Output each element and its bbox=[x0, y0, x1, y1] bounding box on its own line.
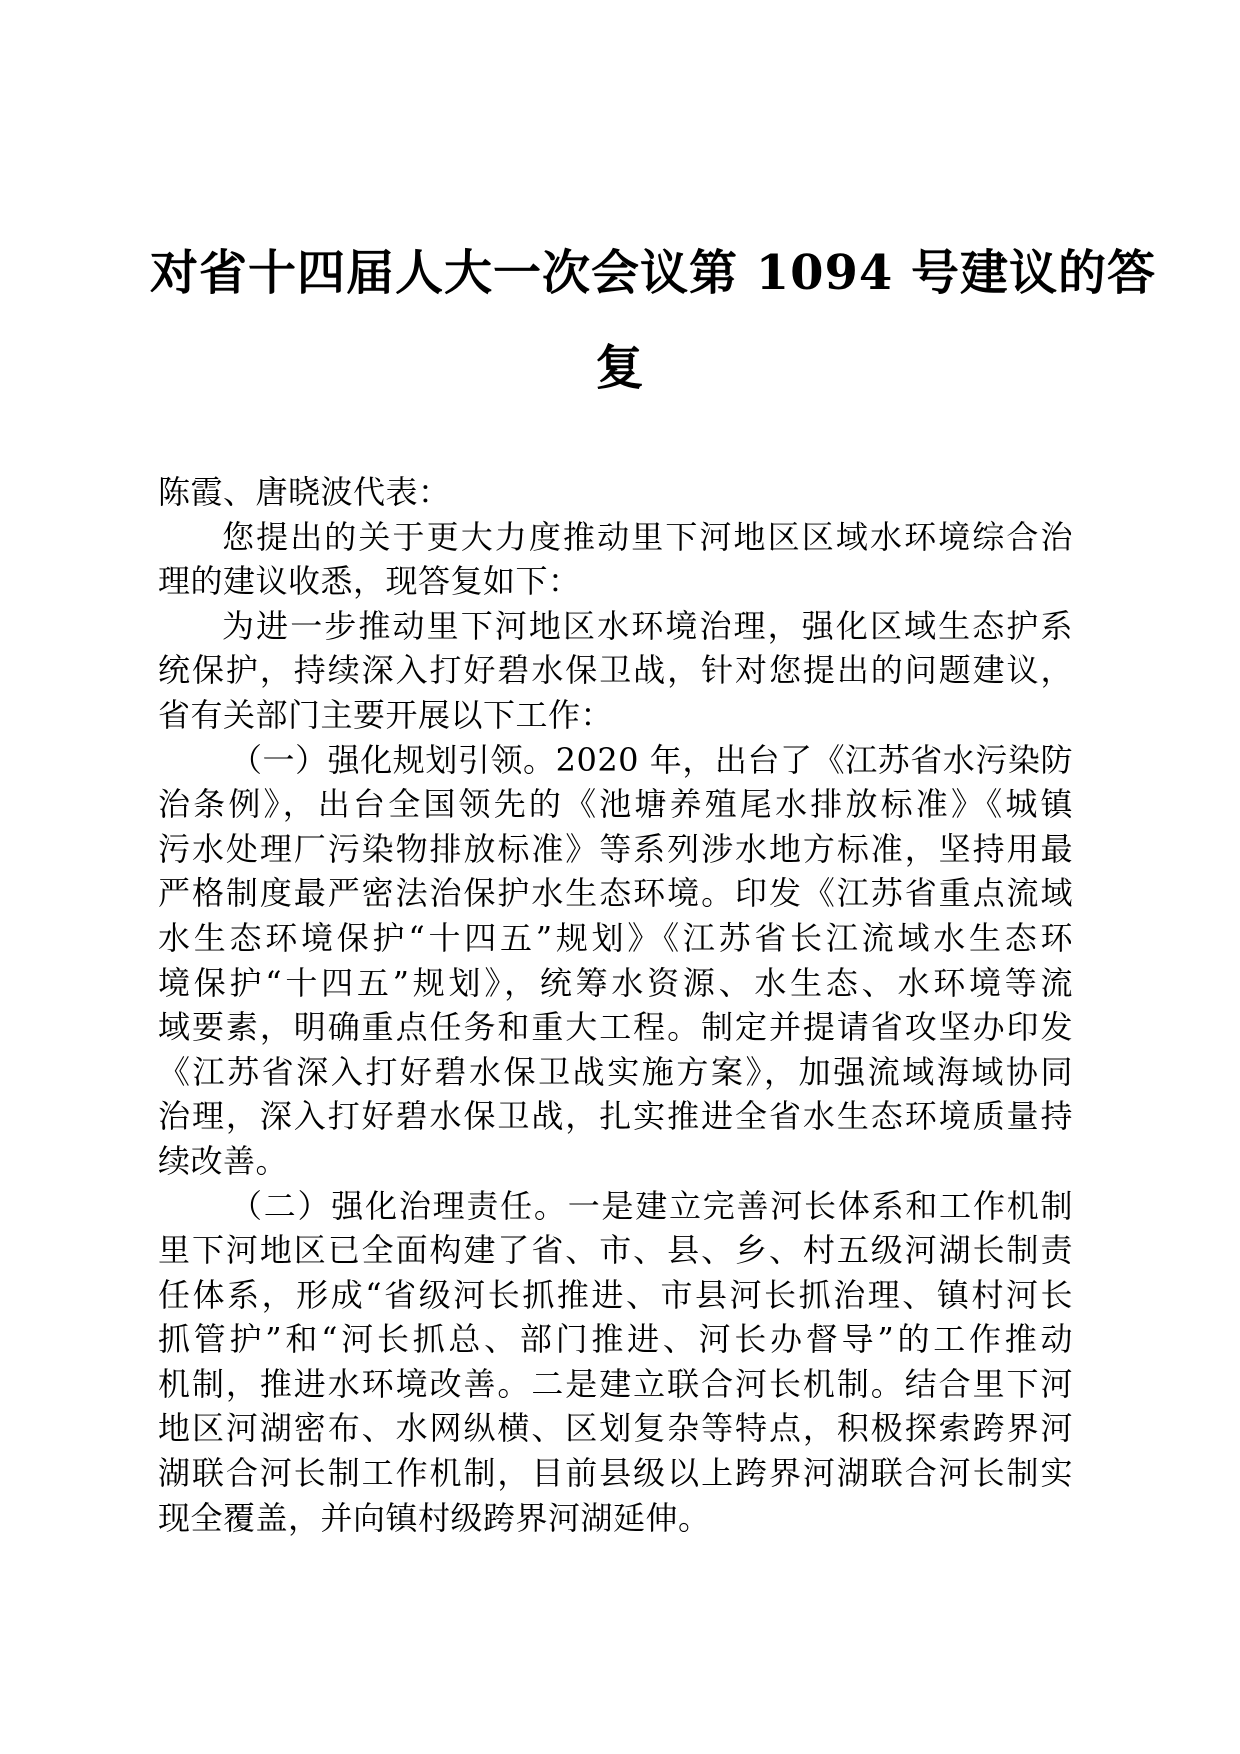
paragraph-line: 地区河湖密布、水网纵横、区划复杂等特点，积极探索跨界河 bbox=[158, 1409, 1073, 1448]
paragraph-line: 为进一步推动里下河地区水环境治理，强化区域生态护系 bbox=[222, 606, 1073, 645]
paragraph-line: 您提出的关于更大力度推动里下河地区区域水环境综合治 bbox=[222, 517, 1073, 556]
salutation: 陈霞、唐晓波代表： bbox=[158, 473, 451, 511]
paragraph-3 bbox=[158, 738, 1073, 1184]
paragraph-line: 里下河地区已全面构建了省、市、县、乡、村五级河湖长制责 bbox=[158, 1231, 1073, 1270]
paragraph-line: 境保护“十四五”规划》，统筹水资源、水生态、水环境等流 bbox=[158, 963, 1073, 1002]
paragraph-line: 水生态环境保护“十四五”规划》《江苏省长江流域水生态环 bbox=[158, 918, 1073, 957]
paragraph-line: 任体系，形成“省级河长抓推进、市县河长抓治理、镇村河长 bbox=[158, 1275, 1073, 1314]
paragraph-line: 理的建议收悉，现答复如下： bbox=[158, 562, 581, 601]
paragraph-line: 续改善。 bbox=[158, 1141, 289, 1180]
paragraph-line: 《江苏省深入打好碧水保卫战实施方案》，加强流域海域协同 bbox=[158, 1052, 1073, 1091]
paragraph-line: 严格制度最严密法治保护水生态环境。印发《江苏省重点流域 bbox=[158, 874, 1073, 913]
paragraph-line: （一）强化规划引领。2020 年，出台了《江苏省水污染防 bbox=[230, 740, 1073, 779]
paragraph-line: 治条例》，出台全国领先的《池塘养殖尾水排放标准》《城镇 bbox=[158, 785, 1073, 824]
title-line-2: 复 bbox=[595, 340, 645, 396]
paragraph-line: 抓管护”和“河长抓总、部门推进、河长办督导”的工作推动 bbox=[158, 1320, 1073, 1359]
paragraph-line: 省有关部门主要开展以下工作： bbox=[158, 695, 614, 734]
paragraph-line: 治理，深入打好碧水保卫战，扎实推进全省水生态环境质量持 bbox=[158, 1097, 1073, 1136]
paragraph-line: （二）强化治理责任。一是建立完善河长体系和工作机制 bbox=[230, 1186, 1073, 1225]
paragraph-line: 域要素，明确重点任务和重大工程。制定并提请省攻坚办印发 bbox=[158, 1008, 1073, 1047]
paragraph-2 bbox=[158, 604, 1073, 738]
paragraph-line: 污水处理厂污染物排放标准》等系列涉水地方标准，坚持用最 bbox=[158, 829, 1073, 868]
paragraph-4 bbox=[158, 1184, 1073, 1541]
document-body bbox=[158, 470, 1073, 1540]
paragraph-line: 统保护，持续深入打好碧水保卫战，针对您提出的问题建议， bbox=[158, 651, 1073, 690]
paragraph-line: 现全覆盖，并向镇村级跨界河湖延伸。 bbox=[158, 1498, 711, 1537]
paragraph-line: 湖联合河长制工作机制，目前县级以上跨界河湖联合河长制实 bbox=[158, 1454, 1073, 1493]
document-title bbox=[150, 226, 1157, 416]
paragraph-1 bbox=[158, 515, 1073, 604]
paragraph-line: 机制，推进水环境改善。二是建立联合河长机制。结合里下河 bbox=[158, 1364, 1073, 1403]
title-line-1: 对省十四届人大一次会议第 1094 号建议的答 bbox=[150, 245, 1157, 301]
